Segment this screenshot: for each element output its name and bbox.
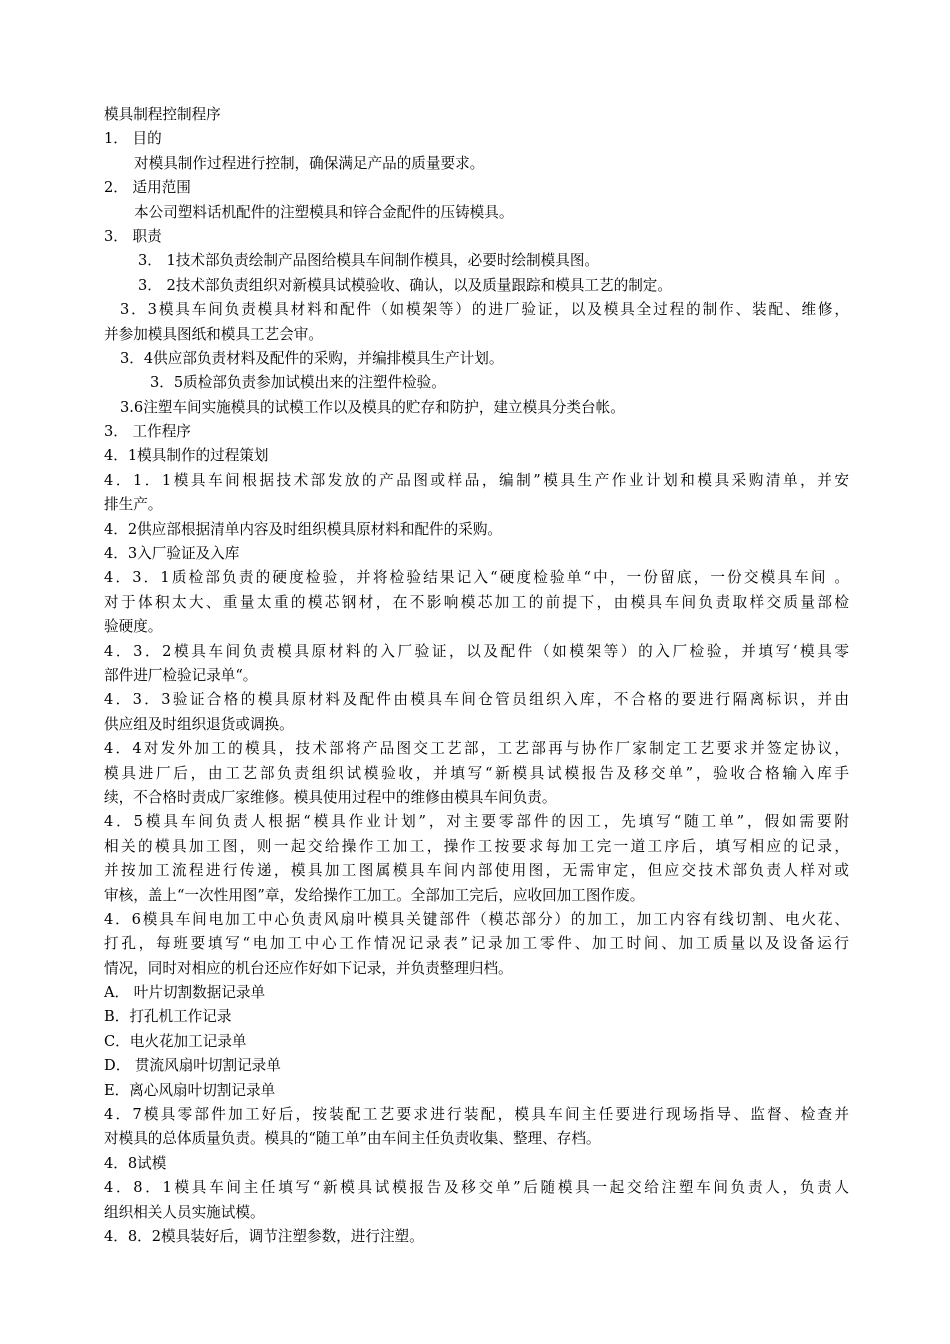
paragraph-line: 3．5质检部负责参加试模出来的注塑件检验。 bbox=[150, 374, 446, 392]
paragraph-line: 3．4供应部负责材料及配件的采购，并编排模具生产计划。 bbox=[120, 349, 504, 367]
paragraph-line: 4．6模具车间电加工中心负责风扇叶模具关键部件（模芯部分）的加工，加工内容有线切割、电火花、 bbox=[104, 910, 849, 928]
list-item: E．离心风扇叶切割记录单 bbox=[104, 1081, 276, 1099]
paragraph-line: 4．8．1模具车间主任填写“新模具试模报告及移交单”后随模具一起交给注塑车间负责人，负责人 bbox=[104, 1179, 849, 1197]
paragraph-line: 本公司塑料话机配件的注塑模具和锌合金配件的压铸模具。 bbox=[134, 203, 514, 221]
section-heading: 2． 适用范围 bbox=[104, 179, 191, 197]
paragraph-line: 对于体积太大、重量太重的模芯钢材，在不影响模芯加工的前提下，由模具车间负责取样交质量部检 bbox=[104, 593, 849, 611]
document-title: 模具制程控制程序 bbox=[104, 106, 221, 123]
paragraph-line: 审核，盖上“一次性用图”章，发给操作工加工。全部加工完后，应收回加工图作废。 bbox=[104, 886, 645, 904]
paragraph-line: 部件进厂检验记录单“。 bbox=[104, 666, 258, 684]
paragraph-line: 打孔，每班要填写“电加工中心工作情况记录表”记录加工零件、加工时间、加工质量以及设备运行 bbox=[104, 935, 849, 953]
paragraph-line: 3.6注塑车间实施模具的试模工作以及模具的贮存和防护，建立模具分类台帐。 bbox=[120, 398, 625, 416]
paragraph-line: 4．2供应部根据清单内容及时组织模具原材料和配件的采购。 bbox=[104, 520, 503, 538]
paragraph-line: 验硬度。 bbox=[104, 618, 163, 636]
paragraph-line: 供应组及时组织退货或调换。 bbox=[104, 715, 294, 733]
paragraph-line: 并参加模具图纸和模具工艺会审。 bbox=[104, 325, 323, 343]
document-body bbox=[104, 103, 849, 1249]
paragraph-line: 3．3模具车间负责模具材料和配件（如模架等）的进厂验证，以及模具全过程的制作、装配、维修， bbox=[120, 301, 849, 319]
paragraph-line: 情况，同时对相应的机台还应作好如下记录，并负责整理归档。 bbox=[104, 959, 513, 977]
subsection-heading: 4．1模具制作的过程策划 bbox=[104, 447, 269, 465]
subsection-heading: 4．3入厂验证及入库 bbox=[104, 545, 240, 563]
paragraph-line: 组织相关人员实施试模。 bbox=[104, 1203, 265, 1221]
paragraph-line: 4．1．1模具车间根据技术部发放的产品图或样品，编制”模具生产作业计划和模具采购清单，并安 bbox=[104, 471, 849, 489]
paragraph-line: 4．5模具车间负责人根据“模具作业计划”，对主要零部件的因工，先填写“随工单”，假如需要附 bbox=[104, 813, 849, 831]
paragraph-line: 3． 1技术部负责绘制产品图给模具车间制作模具，必要时绘制模具图。 bbox=[138, 252, 600, 270]
paragraph-line: 3． 2技术部负责组织对新模具试模验收、确认，以及质量跟踪和模具工艺的制定。 bbox=[138, 276, 672, 294]
list-item: C．电火花加工记录单 bbox=[104, 1032, 247, 1050]
section-heading: 3． 职责 bbox=[104, 227, 162, 245]
paragraph-line: 相关的模具加工图，则一起交给操作工加工，操作工按要求每加工完一道工序后，填写相应的记录， bbox=[104, 837, 849, 855]
paragraph-line: 4．3．2模具车间负责模具原材料的入厂验证，以及配件（如模架等）的入厂检验，并填写‘模具零 bbox=[104, 642, 849, 660]
paragraph-line: 4．3．3验证合格的模具原材料及配件由模具车间仓管员组织入库，不合格的要进行隔离标识，并由 bbox=[104, 691, 849, 709]
section-heading: 1． 目的 bbox=[104, 130, 162, 148]
paragraph-line: 并按加工流程进行传递，模具加工图属模具车间内部使用图，无需审定，但应交技术部负责人样对或 bbox=[104, 862, 849, 880]
paragraph-line: 对模具的总体质量负责。模具的“随工单”由车间主任负责收集、整理、存档。 bbox=[104, 1130, 601, 1148]
paragraph-line: 4．4对发外加工的模具，技术部将产品图交工艺部，工艺部再与协作厂家制定工艺要求并签定协议， bbox=[104, 740, 849, 758]
paragraph-line: 排生产。 bbox=[104, 496, 163, 514]
paragraph-line: 对模具制作过程进行控制，确保满足产品的质量要求。 bbox=[134, 154, 485, 172]
subsection-heading: 4．8试模 bbox=[104, 1154, 167, 1172]
paragraph-line: 4．7模具零部件加工好后，按装配工艺要求进行装配，模具车间主任要进行现场指导、监督、检查并 bbox=[104, 1106, 849, 1124]
list-item: D． 贯流风扇叶切割记录单 bbox=[104, 1057, 281, 1075]
paragraph-line: 模具进厂后，由工艺部负责组织试模验收，并填写“新模具试模报告及移交单”，验收合格输入库手 bbox=[104, 764, 849, 782]
list-item: A． 叶片切割数据记录单 bbox=[104, 984, 266, 1002]
paragraph-line: 4．8．2模具装好后，调节注塑参数，进行注塑。 bbox=[104, 1227, 424, 1245]
paragraph-line: 4．3．1质检部负责的硬度检验，并将检验结果记入“硬度检验单“中，一份留底，一份交模具车间 。 bbox=[104, 569, 849, 587]
paragraph-line: 续，不合格时责成厂家维修。模具使用过程中的维修由模具车间负责。 bbox=[104, 788, 557, 806]
section-heading: 3． 工作程序 bbox=[104, 423, 191, 441]
list-item: B．打孔机工作记录 bbox=[104, 1008, 232, 1026]
